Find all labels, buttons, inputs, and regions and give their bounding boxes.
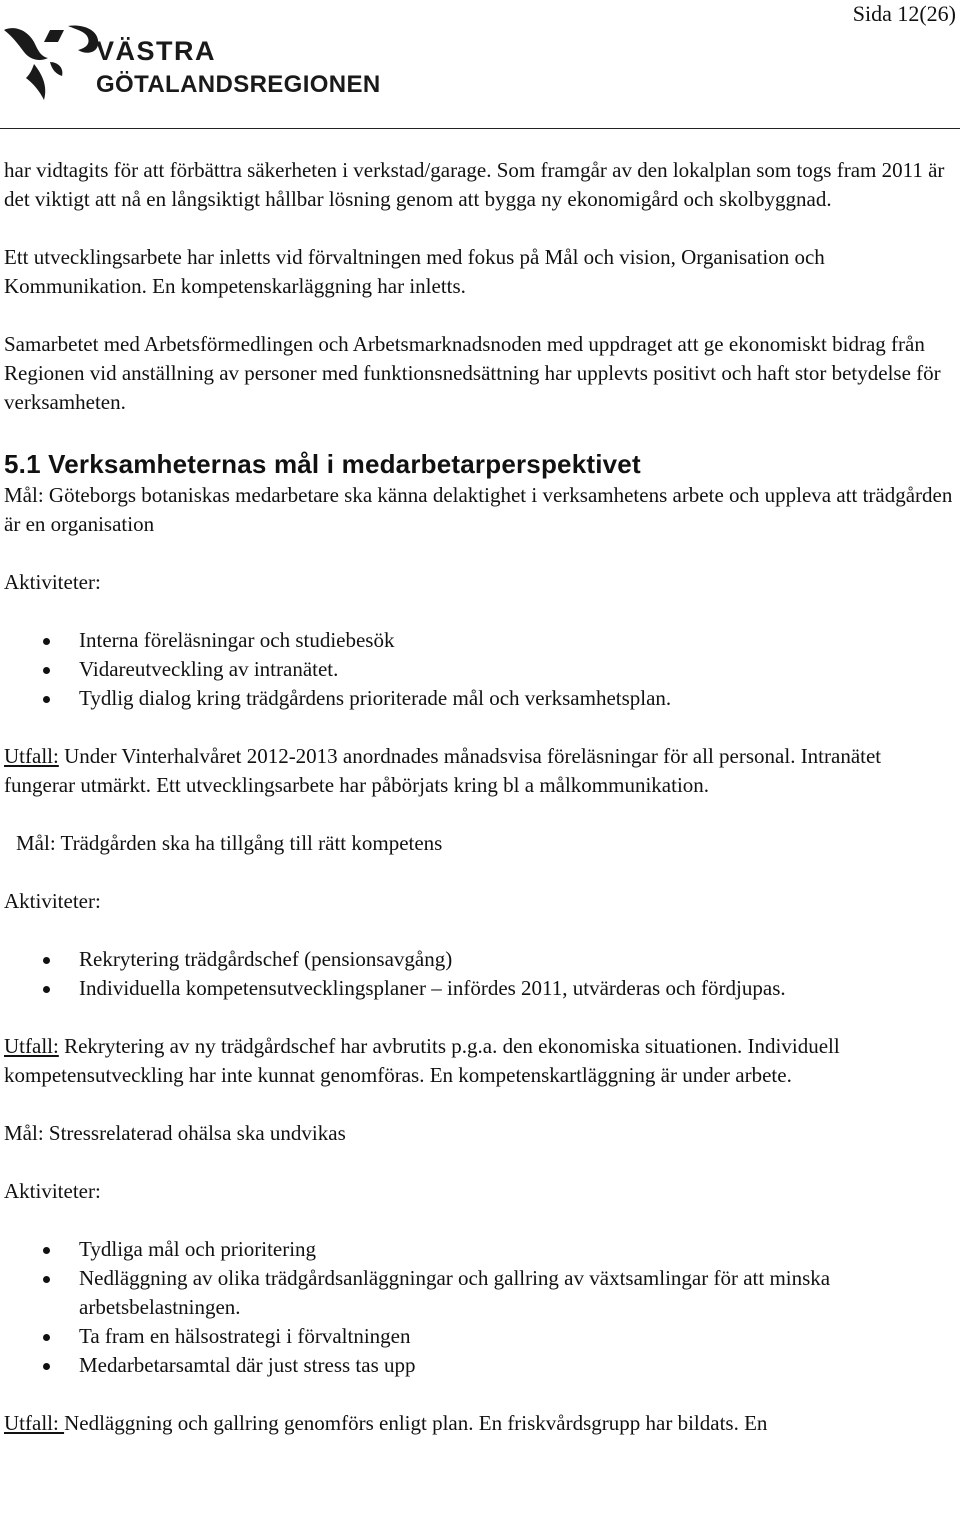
goal-2-outcome: [4, 1032, 956, 1090]
region-emblem-icon: [4, 26, 98, 100]
svg-text:GÖTALANDSREGIONEN: GÖTALANDSREGIONEN: [96, 71, 381, 98]
outcome-label: Utfall:: [4, 1034, 59, 1058]
page-number: Sida 12(26): [852, 1, 956, 26]
list-item: Ta fram en hälsostrategi i förvaltningen: [4, 1322, 956, 1351]
goal-3-text: Mål: Stressrelaterad ohälsa ska undvikas: [4, 1121, 346, 1145]
outcome-label: Utfall:: [4, 1411, 65, 1435]
list-item: Rekrytering trädgårdschef (pensionsavgång): [4, 945, 956, 974]
goal-2-text: Mål: Trädgården ska ha tillgång till rätt kompetens: [16, 831, 443, 855]
goal-1-activity-list: [4, 626, 956, 713]
list-item: Medarbetarsamtal där just stress tas upp: [4, 1351, 956, 1380]
goal-1-activities-label: Aktiviteter:: [4, 570, 101, 594]
list-item: Nedläggning av olika trädgårdsanläggningar och gallring av växtsamlingar för att minska arbetsbelastningen.: [4, 1264, 956, 1322]
intro-paragraph-3: Samarbetet med Arbetsförmedlingen och Arbetsmarknadsnoden med uppdraget att ge ekonomiskt bidrag från Regionen vid anställning av personer med funktionsnedsättning har upplevts positivt och haft stor betydelse för verksamheten.: [4, 332, 941, 414]
intro-paragraph-2: Ett utvecklingsarbete har inletts vid förvaltningen med fokus på Mål och vision, Organisation och Kommunikation. En kompetenskarläggning har inletts.: [4, 245, 825, 298]
document-body: [4, 156, 956, 1438]
goal-3-activities-label: Aktiviteter:: [4, 1179, 101, 1203]
vastra-gotalandsregionen-logo: [4, 22, 384, 106]
outcome-text: Rekrytering av ny trädgårdschef har avbrutits p.g.a. den ekonomiska situationen. Individuell kompetensutveckling har inte kunnat genomföras. En kompetenskartläggning är under arbete.: [4, 1034, 840, 1087]
goal-2-activity-list: [4, 945, 956, 1003]
svg-text:VÄSTRA: VÄSTRA: [96, 36, 217, 66]
goal-2-activities-label: Aktiviteter:: [4, 889, 101, 913]
intro-paragraph-1: har vidtagits för att förbättra säkerheten i verkstad/garage. Som framgår av den lokalplan som togs fram 2011 är det viktigt att nå en långsiktigt hållbar lösning genom att bygga ny ekonomigård och skolbyggnad.: [4, 158, 945, 211]
outcome-label: Utfall:: [4, 744, 59, 768]
goal-1-outcome: [4, 742, 956, 800]
outcome-text: Nedläggning och gallring genomförs enligt plan. En friskvårdsgrupp har bildats. En: [64, 1411, 768, 1435]
list-item: Interna föreläsningar och studiebesök: [4, 626, 956, 655]
section-heading: 5.1 Verksamheternas mål i medarbetarperspektivet: [4, 449, 641, 479]
list-item: Individuella kompetensutvecklingsplaner – infördes 2011, utvärderas och fördjupas.: [4, 974, 956, 1003]
outcome-text: Under Vinterhalvåret 2012-2013 anordnades månadsvisa föreläsningar för all personal. Intranätet fungerar utmärkt. Ett utvecklingsarbete har påbörjats kring bl a målkommunikation.: [4, 744, 882, 797]
list-item: Vidareutveckling av intranätet.: [4, 655, 956, 684]
goal-1-text: Mål: Göteborgs botaniskas medarbetare ska känna delaktighet i verksamhetens arbete och uppleva att trädgården är en organisation: [4, 483, 953, 536]
list-item: Tydliga mål och prioritering: [4, 1235, 956, 1264]
list-item: Tydlig dialog kring trädgårdens prioriterade mål och verksamhetsplan.: [4, 684, 956, 713]
header-divider: [0, 128, 960, 129]
goal-3-activity-list: [4, 1235, 956, 1380]
goal-3-outcome: [4, 1409, 956, 1438]
